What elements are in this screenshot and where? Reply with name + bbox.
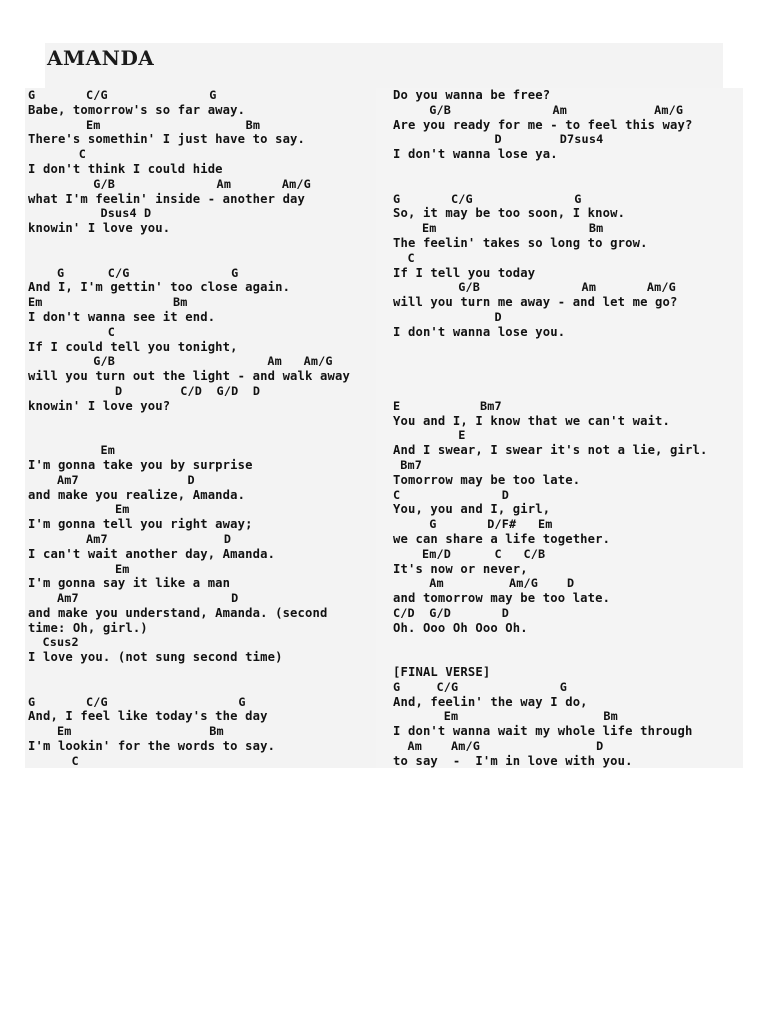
left-lyric-line: and make you realize, Amanda.	[28, 487, 246, 502]
right-lyric-line: If I tell you today	[393, 265, 536, 280]
right-lyric-line: I don't wanna lose you.	[393, 324, 566, 339]
right-column-lines	[393, 88, 707, 768]
left-chord-line: Am7 D	[28, 531, 232, 546]
left-lyric-line: knowin' I love you.	[28, 221, 171, 236]
right-chord-line: Am Am/G D	[393, 739, 604, 754]
right-chord-line: D D7sus4	[393, 132, 604, 147]
left-chord-line: G/B Am Am/G	[28, 176, 311, 191]
left-lyric-line: I'm lookin' for the words to say.	[28, 739, 276, 754]
right-blank-line	[393, 650, 707, 665]
left-chord-line: Em Bm	[28, 117, 261, 132]
right-chord-line: E	[393, 428, 466, 443]
left-column	[25, 88, 376, 768]
right-lyric-line: You and I, I know that we can't wait.	[393, 413, 671, 428]
left-lyric-line: will you turn out the light - and walk away	[28, 369, 350, 384]
right-chord-line: C D	[393, 487, 510, 502]
left-lyric-line: There's somethin' I just have to say.	[28, 132, 306, 147]
right-lyric-line: we can share a life together.	[393, 531, 611, 546]
left-lyric-line: I don't think I could hide	[28, 161, 223, 176]
left-lyric-line: time: Oh, girl.)	[28, 620, 148, 635]
left-lyric-line: I can't wait another day, Amanda.	[28, 546, 276, 561]
left-chord-line: Em	[28, 502, 130, 517]
left-chord-line: Em	[28, 443, 116, 458]
left-lyric-line: knowin' I love you?	[28, 398, 171, 413]
left-blank-line	[28, 251, 350, 266]
left-chord-line: C	[28, 324, 116, 339]
right-lyric-line: Are you ready for me - to feel this way?	[393, 117, 693, 132]
right-lyric-line: It's now or never,	[393, 561, 528, 576]
right-chord-line: Bm7	[393, 457, 423, 472]
left-chord-line: G C/G G	[28, 694, 246, 709]
right-column	[376, 88, 743, 768]
left-chord-line: Csus2	[28, 635, 79, 650]
right-chord-line: E Bm7	[393, 398, 502, 413]
left-chord-line: Dsus4 D	[28, 206, 152, 221]
right-blank-line	[393, 354, 707, 369]
right-lyric-line: and tomorrow may be too late.	[393, 591, 611, 606]
left-blank-line	[28, 665, 350, 680]
right-chord-line: Em Bm	[393, 221, 604, 236]
right-chord-line: G/B Am Am/G	[393, 102, 684, 117]
right-blank-line	[393, 635, 707, 650]
left-chord-line: Em Bm	[28, 724, 224, 739]
left-lyric-line: I love you. (not sung second time)	[28, 650, 283, 665]
right-chord-line: D	[393, 309, 502, 324]
right-chord-line: C	[393, 250, 415, 265]
right-chord-line: Em Bm	[393, 709, 618, 724]
left-chord-line: G/B Am Am/G	[28, 354, 333, 369]
right-lyric-line: So, it may be too soon, I know.	[393, 206, 626, 221]
left-lyric-line: and make you understand, Amanda. (second	[28, 605, 328, 620]
left-lyric-line: And I, I'm gettin' too close again.	[28, 280, 291, 295]
right-blank-line	[393, 369, 707, 384]
right-blank-line	[393, 340, 707, 355]
left-lyric-line: I'm gonna take you by surprise	[28, 457, 253, 472]
left-chord-line: Em Bm	[28, 295, 188, 310]
right-blank-line	[393, 162, 707, 177]
left-chord-line: C	[28, 147, 87, 162]
right-chord-line: Am Am/G D	[393, 576, 575, 591]
right-chord-line: G/B Am Am/G	[393, 280, 676, 295]
right-lyric-line: And I swear, I swear it's not a lie, girl.	[393, 443, 708, 458]
right-chord-line: G C/G G	[393, 679, 568, 694]
right-lyric-line: to say - I'm in love with you.	[393, 753, 633, 768]
left-lyric-line: And, I feel like today's the day	[28, 709, 268, 724]
left-lyric-line: Babe, tomorrow's so far away.	[28, 102, 246, 117]
right-lyric-line: will you turn me away - and let me go?	[393, 295, 678, 310]
right-lyric-line: Oh. Ooo Oh Ooo Oh.	[393, 620, 528, 635]
right-lyric-line: The feelin' takes so long to grow.	[393, 235, 648, 250]
left-chord-line: D C/D G/D D	[28, 383, 261, 398]
left-blank-line	[28, 428, 350, 443]
song-title: AMANDA	[47, 46, 155, 70]
left-column-lines	[28, 88, 350, 768]
right-lyric-line: And, feelin' the way I do,	[393, 694, 588, 709]
left-chord-line: Am7 D	[28, 472, 195, 487]
right-blank-line	[393, 177, 707, 192]
right-chord-line: C/D G/D D	[393, 605, 510, 620]
right-lyric-line: Do you wanna be free?	[393, 88, 551, 102]
left-lyric-line: I don't wanna see it end.	[28, 309, 216, 324]
left-lyric-line: If I could tell you tonight,	[28, 339, 238, 354]
left-chord-line: G C/G G	[28, 265, 239, 280]
right-lyric-line: Tomorrow may be too late.	[393, 472, 581, 487]
right-lyric-line: [FINAL VERSE]	[393, 665, 491, 680]
left-lyric-line: I'm gonna tell you right away;	[28, 517, 253, 532]
left-lyric-line: what I'm feelin' inside - another day	[28, 191, 306, 206]
left-chord-line: G C/G G	[28, 88, 217, 102]
right-lyric-line: I don't wanna wait my whole life through	[393, 724, 693, 739]
right-chord-line: Em/D C C/B	[393, 546, 546, 561]
left-blank-line	[28, 680, 350, 695]
right-lyric-line: You, you and I, girl,	[393, 502, 551, 517]
right-chord-line: G D/F# Em	[393, 517, 553, 532]
left-blank-line	[28, 236, 350, 251]
left-lyric-line: I'm gonna say it like a man	[28, 576, 231, 591]
left-chord-line: Am7 D	[28, 591, 239, 606]
right-blank-line	[393, 384, 707, 399]
left-chord-line: C	[28, 753, 79, 768]
left-chord-line: Em	[28, 561, 130, 576]
left-blank-line	[28, 414, 350, 429]
right-lyric-line: I don't wanna lose ya.	[393, 147, 558, 162]
right-chord-line: G C/G G	[393, 191, 582, 206]
